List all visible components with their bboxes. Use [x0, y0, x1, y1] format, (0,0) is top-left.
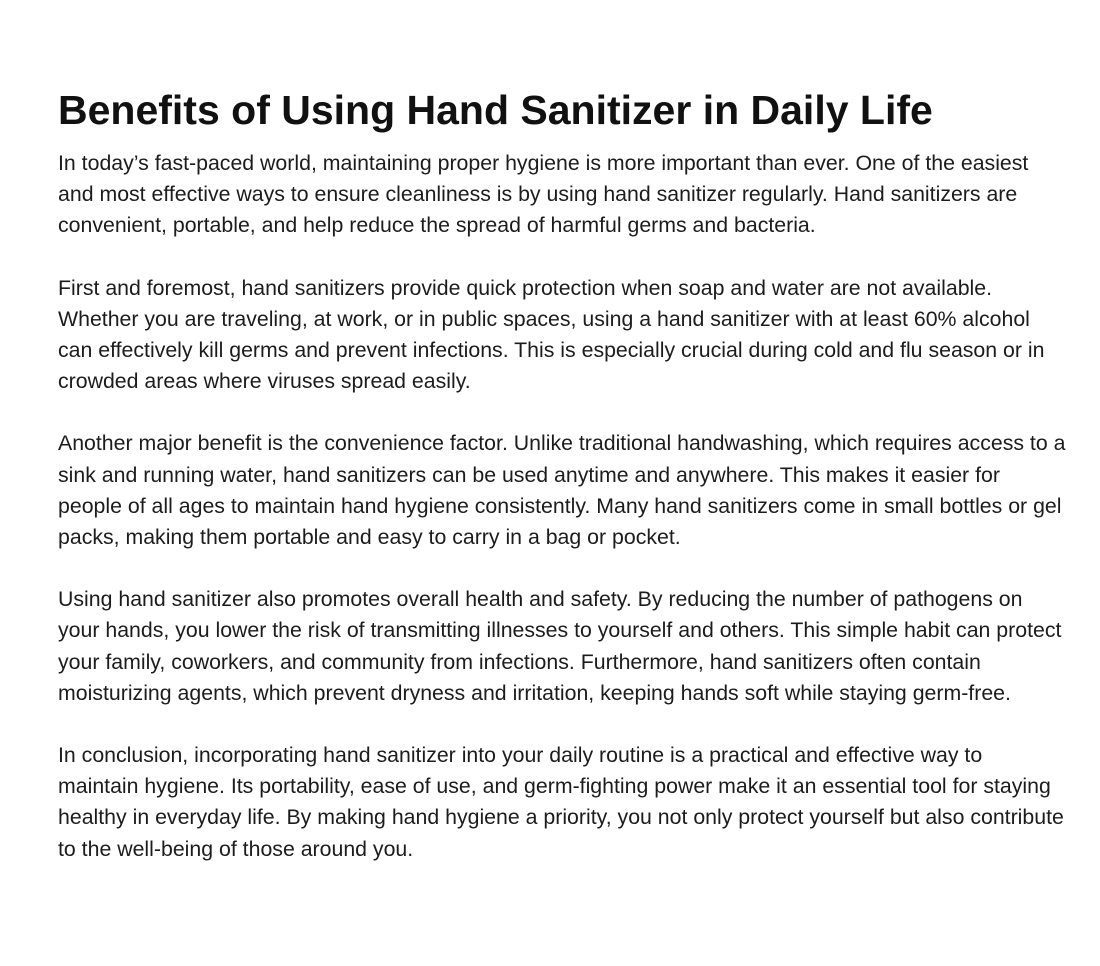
paragraph-health-safety: Using hand sanitizer also promotes overall health and safety. By reducing the number of pathogens on your hands, you lower the risk of transmitting illnesses to yourself and others. This simple habit can protect your family, coworkers, and community from infections. Furthermore, hand sanitizers often contain moisturizing agents, which prevent dryness and irritation, keeping hands soft while staying germ-free.	[58, 587, 1062, 705]
paragraph-convenience: Another major benefit is the convenience factor. Unlike traditional handwashing, which requires access to a sink and running water, hand sanitizers can be used anytime and anywhere. This makes it easier for people of all ages to maintain hand hygiene consistently. Many hand sanitizers come in small bottles or gel packs, making them portable and easy to carry in a bag or pocket.	[58, 431, 1066, 550]
paragraph-conclusion: In conclusion, incorporating hand sanitizer into your daily routine is a practical and effective way to maintain hygiene. Its portability, ease of use, and germ-fighting power make it an essential tool for staying healthy in everyday life. By making hand hygiene a priority, you not only protect yourself but also contribute to the well-being of those around you.	[58, 743, 1064, 861]
paragraph-intro: In today’s fast-paced world, maintaining proper hygiene is more important than ever. One of the easiest and most effective ways to ensure cleanliness is by using hand sanitizer regularly. Hand sanitizers are convenient, portable, and help reduce the spread of harmful germs and bacteria.	[58, 151, 1029, 238]
document-title: Benefits of Using Hand Sanitizer in Daily Life	[58, 87, 933, 133]
document-page	[58, 82, 1068, 896]
paragraph-quick-protection: First and foremost, hand sanitizers provide quick protection when soap and water are not available. Whether you are traveling, at work, or in public spaces, using a hand sanitizer with at least 60% alcohol can effectively kill germs and prevent infections. This is especially crucial during cold and flu season or in crowded areas where viruses spread easily.	[58, 275, 1045, 394]
